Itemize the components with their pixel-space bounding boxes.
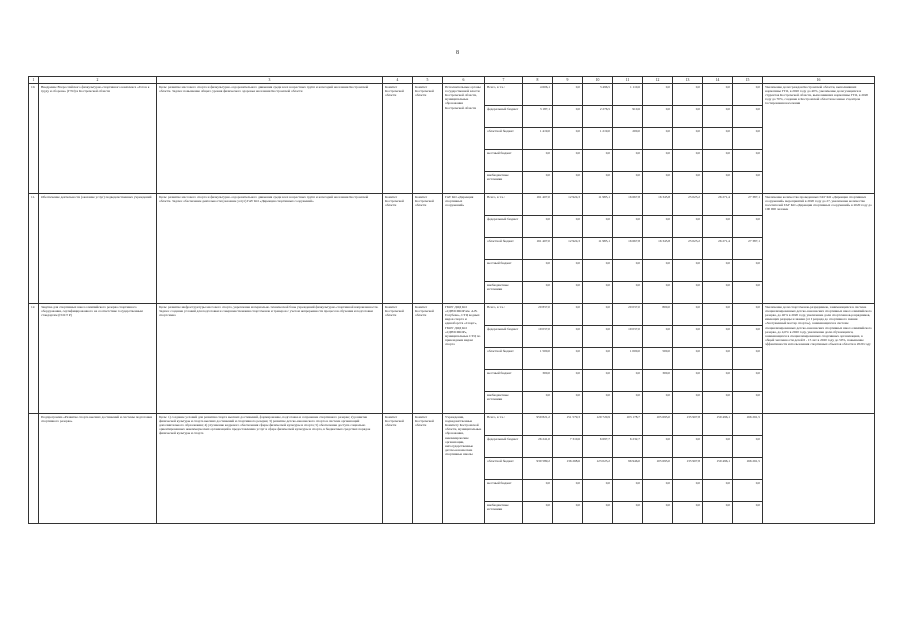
amount-cell: 0,0 xyxy=(553,326,583,348)
amount-cell: 27 387,1 xyxy=(733,238,763,260)
amount-cell: 0,0 xyxy=(703,282,733,304)
amount-cell: 0,0 xyxy=(673,348,703,370)
amount-cell: 0,0 xyxy=(703,326,733,348)
funding-source: местный бюджет xyxy=(485,150,523,172)
amount-cell: 0,0 xyxy=(673,84,703,106)
amount-cell: 0,0 xyxy=(703,502,733,524)
amount-cell: 0,0 xyxy=(733,84,763,106)
amount-cell: 6 697,7 xyxy=(583,436,613,458)
amount-cell: 0,0 xyxy=(733,150,763,172)
funding-source: местный бюджет xyxy=(485,260,523,282)
header-row xyxy=(29,77,875,84)
amount-cell: 11 985,1 xyxy=(583,194,613,216)
amount-cell: 0,0 xyxy=(733,326,763,348)
table-row xyxy=(29,414,875,436)
amount-cell: 0,0 xyxy=(613,480,643,502)
amount-cell: 0,0 xyxy=(523,392,553,414)
amount-cell: 20 037,0 xyxy=(613,304,643,326)
amount-cell: 0,0 xyxy=(523,260,553,282)
row-customer: Комитет Костромской области xyxy=(383,304,413,414)
amount-cell: 20 837,0 xyxy=(523,304,553,326)
header-cell: 16 xyxy=(763,77,875,84)
amount-cell: 0,0 xyxy=(673,304,703,326)
amount-cell: 0,0 xyxy=(703,172,733,194)
row-executor: Комитет Костромской области xyxy=(413,194,443,304)
amount-cell: 0,0 xyxy=(733,216,763,238)
amount-cell: 0,0 xyxy=(523,480,553,502)
amount-cell: 11 985,1 xyxy=(583,238,613,260)
row-participants: ГАУ КО «Дирекция спортивных сооружений» xyxy=(443,194,485,304)
row-goal: Цель: 1) создание условий для развития спорта высших достижений, формирование, подготовка и сохранение спортивного резерва; 2) развитие физической культуры и спорта высших достижений и спортивного резерва; 3) развитие детско-юношеского спорта в системе организаций дополнительного образования; 4) улучшение кадрового обеспечения сферы физической культуры и спорта; 5) обеспечение доступа социально ориентированных некоммерческих организаций к предоставлению услуг в сфере физической культуры и спорта, в бюджетных средствах порядок физической культуры и спорта xyxy=(157,414,383,524)
amount-cell: 0,0 xyxy=(733,260,763,282)
amount-cell: 0,0 xyxy=(733,392,763,414)
amount-cell: 959 821,2 xyxy=(523,414,553,436)
header-cell: 13 xyxy=(673,77,703,84)
amount-cell: 1 219,0 xyxy=(583,128,613,150)
row-goal: Цель: развитие инфраструктуры массового спорта, укрепление материально-технической базы учреждений физкультурно-спортивной направленности. Задача: создание условий для подготовки и совершенствования спортсменов и тренеров с учетом непрерывности процессов обучения и подготовки спортсмена xyxy=(157,304,383,414)
amount-cell: 0,0 xyxy=(643,106,673,128)
row-result: Увеличение доли граждан Костромской области, выполнивших нормативы ГТО, в 2020 году до 40%, увеличение доли учащихся и студентов Костромской области, выполнивших нормативы ГТО, в 2020 году до 70%, создание в Костромской области не менее 2 центров тестирования населения xyxy=(763,84,875,194)
amount-cell: 3 187,1 xyxy=(523,106,553,128)
funding-source: внебюджетные источники xyxy=(485,502,523,524)
amount-cell: 0,0 xyxy=(733,436,763,458)
row-participants: ГБОУ ДОД КО «СДЮСШОР им. А.В. Голубева», СТЦ водных видов спорта и единоборств «Спорт», ГБОУ ДОД КО «СДЮСШОР», муниципальные СТЦ по прикладным видам спорта xyxy=(443,304,485,414)
row-name: Внедрение Всероссийского физкультурно-спортивного комплекса «Готов к труду и обороне» (ГТО) в Костромской области xyxy=(39,84,157,194)
amount-cell: 0,0 xyxy=(643,436,673,458)
amount-cell: 26 271,4 xyxy=(703,194,733,216)
amount-cell: 0,0 xyxy=(703,370,733,392)
amount-cell: 0,0 xyxy=(553,348,583,370)
amount-cell: 0,0 xyxy=(613,172,643,194)
amount-cell: 4 606,1 xyxy=(523,84,553,106)
page-number: 8 xyxy=(456,50,459,56)
funding-source: областной бюджет xyxy=(485,348,523,370)
amount-cell: 0,0 xyxy=(703,348,733,370)
amount-cell: 0,0 xyxy=(643,392,673,414)
header-cell: 11 xyxy=(613,77,643,84)
row-participants: Учреждения, подведомственные Комитету Костромской области, муниципальные образования, некоммерческие организации, нигосударственные детско-юношеские спортивные школы xyxy=(443,414,485,524)
amount-cell: 166 261,5 xyxy=(733,414,763,436)
amount-cell: 0,0 xyxy=(703,304,733,326)
row-executor: Комитет Костромской области xyxy=(413,304,443,414)
table-row xyxy=(29,304,875,326)
amount-cell: 0,0 xyxy=(733,502,763,524)
amount-cell: 0,0 xyxy=(553,502,583,524)
table-row xyxy=(29,194,875,216)
amount-cell: 0,0 xyxy=(613,370,643,392)
row-customer: Комитет Костромской области xyxy=(383,194,413,304)
amount-cell: 26 271,4 xyxy=(703,238,733,260)
amount-cell: 0,0 xyxy=(613,282,643,304)
row-result: Увеличение количества проведенных ГАУ КО «Дирекция спортивных сооружений» мероприятий в 2020 году до 27, увеличение количества посетителей ГАУ КО «Дирекция спортивных сооружений» в 2020 году до 100 000 человек xyxy=(763,194,875,304)
amount-cell: 0,0 xyxy=(613,150,643,172)
amount-cell: 16 667,8 xyxy=(613,238,643,260)
amount-cell: 0,0 xyxy=(583,304,613,326)
amount-cell: 0,0 xyxy=(703,84,733,106)
header-cell: 4 xyxy=(383,77,413,84)
amount-cell: 0,0 xyxy=(583,502,613,524)
amount-cell: 0,0 xyxy=(673,260,703,282)
funding-source: внебюджетные источники xyxy=(485,282,523,304)
amount-cell: 0,0 xyxy=(643,216,673,238)
amount-cell: 0,0 xyxy=(673,502,703,524)
amount-cell: 0,0 xyxy=(733,172,763,194)
amount-cell: 930 589,2 xyxy=(523,458,553,480)
header-cell: 1 xyxy=(29,77,39,84)
row-number: 10. xyxy=(29,84,39,194)
row-result: Увеличение доли спортсменов-разрядников, занимающихся в системе специализированных детско-юношеских спортивных школ олимпийского резерва, до 40% в 2020 году, увеличение доли спортсменов-разрядников, имеющих разряды и звания (от I разряда до спортивного звания «Заслуженный мастер спорта»), занимающихся в системе специализированных детско-юношеских спортивных школ олимпийского резерва, до 4,0% в 2020 году, увеличение доли обучающихся, занимающихся в специализированных спортивных организациях, в общей численности детей 6 - 15 лет в 2020 году до 50%, повышение эффективности использования спортивных объектов области в 2020 году xyxy=(763,304,875,414)
amount-cell: 6 232,7 xyxy=(613,436,643,458)
amount-cell: 25 023,2 xyxy=(673,194,703,216)
row-executor: Комитет Костромской области xyxy=(413,414,443,524)
funding-source: Всего, в т.ч.: xyxy=(485,304,523,326)
amount-cell: 0,0 xyxy=(673,370,703,392)
amount-cell: 0,0 xyxy=(673,326,703,348)
amount-cell: 0,0 xyxy=(673,150,703,172)
funding-source: областной бюджет xyxy=(485,238,523,260)
amount-cell: 0,0 xyxy=(613,216,643,238)
header-cell: 9 xyxy=(553,77,583,84)
amount-cell: 16 345,8 xyxy=(643,238,673,260)
amount-cell: 103 178,7 xyxy=(613,414,643,436)
amount-cell: 123 023,2 xyxy=(583,458,613,480)
amount-cell: 135 907,8 xyxy=(673,458,703,480)
amount-cell: 19 037,0 xyxy=(613,326,643,348)
amount-cell: 0,0 xyxy=(553,282,583,304)
amount-cell: 161 407,0 xyxy=(523,238,553,260)
amount-cell: 0,0 xyxy=(733,370,763,392)
amount-cell: 0,0 xyxy=(643,502,673,524)
row-number: 12. xyxy=(29,304,39,414)
amount-cell: 0,0 xyxy=(673,436,703,458)
amount-cell: 0,0 xyxy=(553,84,583,106)
funding-source: местный бюджет xyxy=(485,370,523,392)
amount-cell: 910,6 xyxy=(613,106,643,128)
row-goal: Цель: развитие массового спорта и физкультурно-оздоровительного движения среди всех возрастных групп и категорий населения Костромской области. Задача: обеспечение деятельности (оказание услуг) ГАУ КО «Дирекция спортивных сооружений» xyxy=(157,194,383,304)
amount-cell: 0,0 xyxy=(523,216,553,238)
amount-cell: 0,0 xyxy=(673,172,703,194)
header-cell: 6 xyxy=(443,77,485,84)
amount-cell: 0,0 xyxy=(583,282,613,304)
amount-cell: 0,0 xyxy=(733,128,763,150)
amount-cell: 0,0 xyxy=(613,502,643,524)
amount-cell: 0,0 xyxy=(643,260,673,282)
amount-cell: 0,0 xyxy=(643,172,673,194)
funding-source: Всего, в т.ч.: xyxy=(485,84,523,106)
amount-cell: 1 000,0 xyxy=(613,348,643,370)
amount-cell: 0,0 xyxy=(583,348,613,370)
row-customer: Комитет Костромской области xyxy=(383,84,413,194)
amount-cell: 0,0 xyxy=(553,370,583,392)
amount-cell: 0,0 xyxy=(613,392,643,414)
amount-cell: 0,0 xyxy=(643,326,673,348)
amount-cell: 0,0 xyxy=(523,502,553,524)
amount-cell: 0,0 xyxy=(523,172,553,194)
amount-cell: 159 496,1 xyxy=(703,414,733,436)
amount-cell: 300,0 xyxy=(523,370,553,392)
amount-cell: 0,0 xyxy=(583,480,613,502)
row-name: Обеспечение деятельности (оказание услуг) подведомственных учреждений xyxy=(39,194,157,304)
amount-cell: 0,0 xyxy=(553,150,583,172)
amount-cell: 500,0 xyxy=(643,348,673,370)
row-result xyxy=(763,414,875,524)
amount-cell: 0,0 xyxy=(583,392,613,414)
amount-cell: 0,0 xyxy=(703,150,733,172)
amount-cell: 159 496,1 xyxy=(703,458,733,480)
amount-cell: 0,0 xyxy=(583,150,613,172)
header-cell: 10 xyxy=(583,77,613,84)
amount-cell: 0,0 xyxy=(673,128,703,150)
amount-cell: 166 261,5 xyxy=(733,458,763,480)
amount-cell: 0,0 xyxy=(733,304,763,326)
amount-cell: 0,0 xyxy=(553,260,583,282)
amount-cell: 0,0 xyxy=(673,216,703,238)
header-cell: 15 xyxy=(733,77,763,84)
amount-cell: 0,0 xyxy=(673,106,703,128)
funding-source: федеральный бюджет xyxy=(485,216,523,238)
amount-cell: 129 720,9 xyxy=(583,414,613,436)
amount-cell: 19 037,0 xyxy=(523,326,553,348)
header-cell: 14 xyxy=(703,77,733,84)
header-cell: 12 xyxy=(643,77,673,84)
header-cell: 2 xyxy=(39,77,157,84)
funding-source: областной бюджет xyxy=(485,458,523,480)
funding-source: федеральный бюджет xyxy=(485,106,523,128)
amount-cell: 0,0 xyxy=(613,260,643,282)
funding-source: внебюджетные источники xyxy=(485,172,523,194)
header-cell: 3 xyxy=(157,77,383,84)
amount-cell: 16 345,8 xyxy=(643,194,673,216)
amount-cell: 0,0 xyxy=(583,172,613,194)
row-name: Закупка для спортивных школ олимпийского резерва спортивного оборудования, сертифицированного на соответствие государственным стандартам (ГОСТ Р) xyxy=(39,304,157,414)
row-participants: Исполнительные органы государственной власти Костромской области, муниципальные образования Костромской области xyxy=(443,84,485,194)
amount-cell: 0,0 xyxy=(733,348,763,370)
amount-cell: 1 419,0 xyxy=(523,128,553,150)
amount-cell: 12 924,3 xyxy=(553,238,583,260)
header-cell: 8 xyxy=(523,77,553,84)
amount-cell: 0,0 xyxy=(643,150,673,172)
amount-cell: 27 387,1 xyxy=(733,194,763,216)
funding-source: Всего, в т.ч.: xyxy=(485,414,523,436)
amount-cell: 26 241,0 xyxy=(523,436,553,458)
amount-cell: 1 110,6 xyxy=(613,84,643,106)
amount-cell: 0,0 xyxy=(673,392,703,414)
amount-cell: 0,0 xyxy=(703,436,733,458)
amount-cell: 16 667,8 xyxy=(613,194,643,216)
amount-cell: 0,0 xyxy=(733,282,763,304)
funding-source: Всего, в т.ч.: xyxy=(485,194,523,216)
amount-cell: 161 407,0 xyxy=(523,194,553,216)
amount-cell: 0,0 xyxy=(553,106,583,128)
amount-cell: 0,0 xyxy=(583,260,613,282)
amount-cell: 0,0 xyxy=(703,128,733,150)
amount-cell: 151 579,3 xyxy=(553,414,583,436)
amount-cell: 3 496,5 xyxy=(583,84,613,106)
amount-cell: 12 924,3 xyxy=(553,194,583,216)
amount-cell: 0,0 xyxy=(733,480,763,502)
amount-cell: 0,0 xyxy=(553,128,583,150)
funding-source: местный бюджет xyxy=(485,480,523,502)
amount-cell: 0,0 xyxy=(673,480,703,502)
amount-cell: 7 310,6 xyxy=(553,436,583,458)
amount-cell: 0,0 xyxy=(703,216,733,238)
amount-cell: 0,0 xyxy=(643,84,673,106)
amount-cell: 105 693,0 xyxy=(643,458,673,480)
amount-cell: 0,0 xyxy=(643,480,673,502)
amount-cell: 0,0 xyxy=(553,216,583,238)
amount-cell: 0,0 xyxy=(583,370,613,392)
row-number xyxy=(29,414,39,524)
funding-source: областной бюджет xyxy=(485,128,523,150)
amount-cell: 0,0 xyxy=(643,282,673,304)
amount-cell: 0,0 xyxy=(703,260,733,282)
table-row xyxy=(29,84,875,106)
amount-cell: 0,0 xyxy=(523,150,553,172)
amount-cell: 0,0 xyxy=(673,282,703,304)
amount-cell: 0,0 xyxy=(703,480,733,502)
header-cell: 5 xyxy=(413,77,443,84)
amount-cell: 136 268,6 xyxy=(553,458,583,480)
amount-cell: 1 500,0 xyxy=(523,348,553,370)
amount-cell: 2 276,5 xyxy=(583,106,613,128)
row-customer: Комитет Костромской области xyxy=(383,414,413,524)
amount-cell: 25 023,2 xyxy=(673,238,703,260)
amount-cell: 135 907,8 xyxy=(673,414,703,436)
amount-cell: 96 946,0 xyxy=(613,458,643,480)
row-goal: Цель: развитие массового спорта и физкультурно-оздоровительного движения среди всех возрастных групп и категорий населения Костромской области. Задача: повышение общего уровня физического здоровья населения Костромской области xyxy=(157,84,383,194)
amount-cell: 0,0 xyxy=(553,392,583,414)
amount-cell: 105 693,0 xyxy=(643,414,673,436)
budget-table xyxy=(28,76,875,524)
amount-cell: 0,0 xyxy=(703,392,733,414)
amount-cell: 200,0 xyxy=(613,128,643,150)
amount-cell: 0,0 xyxy=(703,106,733,128)
amount-cell: 0,0 xyxy=(733,106,763,128)
amount-cell: 300,0 xyxy=(643,370,673,392)
amount-cell: 0,0 xyxy=(583,326,613,348)
row-name: Подпрограмма «Развитие спорта высших достижений и системы подготовки спортивного резерва» xyxy=(39,414,157,524)
amount-cell: 800,0 xyxy=(643,304,673,326)
amount-cell: 0,0 xyxy=(583,216,613,238)
funding-source: внебюджетные источники xyxy=(485,392,523,414)
amount-cell: 0,0 xyxy=(523,282,553,304)
amount-cell: 0,0 xyxy=(553,480,583,502)
funding-source: федеральный бюджет xyxy=(485,326,523,348)
amount-cell: 0,0 xyxy=(553,172,583,194)
funding-source: федеральный бюджет xyxy=(485,436,523,458)
row-number: 11. xyxy=(29,194,39,304)
amount-cell: 0,0 xyxy=(553,304,583,326)
header-cell: 7 xyxy=(485,77,523,84)
amount-cell: 0,0 xyxy=(643,128,673,150)
row-executor: Комитет Костромской области xyxy=(413,84,443,194)
